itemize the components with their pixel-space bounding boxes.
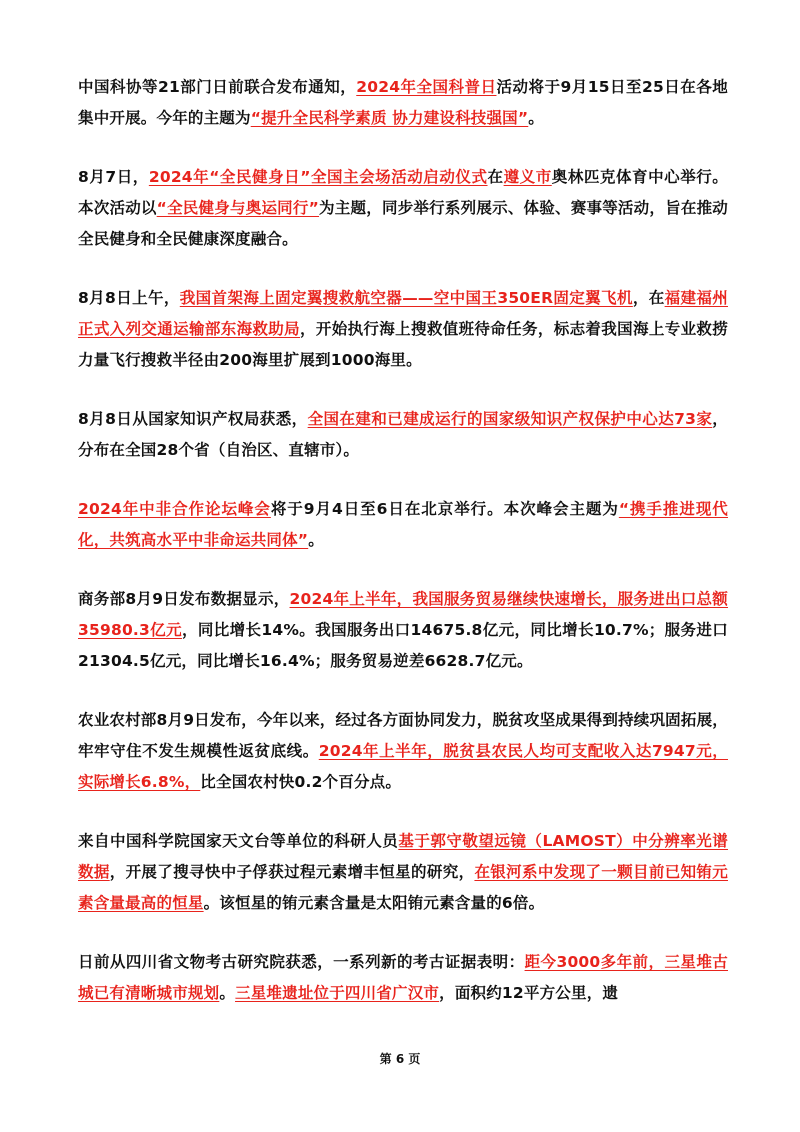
news-paragraph xyxy=(78,947,728,1009)
highlighted-key-phrase: 全国在建和已建成运行的国家级知识产权保护中心达73家 xyxy=(307,410,713,428)
news-paragraph xyxy=(78,404,728,466)
paragraph-text: 日前从四川省文物考古研究院获悉，一系列新的考古证据表明： xyxy=(78,953,525,971)
highlighted-key-phrase: “全民健身与奥运同行” xyxy=(156,199,320,217)
news-paragraph xyxy=(78,72,728,134)
highlighted-key-phrase: 福建福州正式入列交通运输部东海救助局 xyxy=(78,289,728,338)
document-body xyxy=(78,72,728,1037)
paragraph-text: 。 xyxy=(219,984,236,1002)
paragraph-text: ，开始执行海上搜救值班待命任务，标志着我国海上专业救捞力量飞行搜救半径由200海里扩展到1000海里。 xyxy=(78,320,728,369)
paragraph-text: 8月8日从国家知识产权局获悉， xyxy=(78,410,308,428)
paragraph-text: ，在 xyxy=(632,289,665,307)
paragraph-text: 在 xyxy=(487,168,504,186)
paragraph-text: 商务部8月9日发布数据显示， xyxy=(78,590,290,608)
highlighted-key-phrase: “提升全民科学素质 协力建设科技强国” xyxy=(250,109,529,127)
paragraph-text: 。 xyxy=(308,531,324,549)
paragraph-text: ，同比增长14%。我国服务出口14675.8亿元，同比增长10.7%；服务进口21304.5亿元，同比增长16.4%；服务贸易逆差6628.7亿元。 xyxy=(78,621,728,670)
paragraph-text: 。 xyxy=(528,109,544,127)
highlighted-key-phrase: 三星堆遗址位于四川省广汉市 xyxy=(235,984,440,1002)
highlighted-key-phrase: 基于郭守敬望远镜（LAMOST）中分辨率光谱数据 xyxy=(78,832,728,881)
highlighted-key-phrase: 2024年上半年，脱贫县农民人均可支配收入达7947元，实际增长6.8%， xyxy=(78,742,728,791)
news-paragraph xyxy=(78,705,728,798)
paragraph-text: 农业农村部8月9日发布，今年以来，经过各方面协同发力，脱贫攻坚成果得到持续巩固拓展，牢牢守住不发生规模性返贫底线。 xyxy=(78,711,728,760)
paragraph-text: 。该恒星的铕元素含量是太阳铕元素含量的6倍。 xyxy=(203,894,545,912)
page-number: 第 6 页 xyxy=(379,1052,421,1066)
highlighted-key-phrase: 我国首架海上固定翼搜救航空器——空中国王350ER固定翼飞机 xyxy=(179,289,633,307)
highlighted-key-phrase: 2024年“全民健身日”全国主会场活动启动仪式 xyxy=(148,168,488,186)
paragraph-text: 8月8日上午， xyxy=(78,289,180,307)
paragraph-text: ，开展了搜寻快中子俘获过程元素增丰恒星的研究， xyxy=(109,863,475,881)
highlighted-key-phrase: 2024年全国科普日 xyxy=(356,78,497,96)
paragraph-text: 比全国农村快0.2个百分点。 xyxy=(200,773,402,791)
paragraph-text: ，面积约12平方公里，遗 xyxy=(439,984,619,1002)
paragraph-text: 为主题，同步举行系列展示、体验、赛事等活动，旨在推动全民健身和全民健康深度融合。 xyxy=(78,199,728,248)
paragraph-text: ，分布在全国28个省（自治区、直辖市）。 xyxy=(78,410,728,459)
paragraph-text: 奥林匹克体育中心举行。本次活动以 xyxy=(78,168,729,217)
highlighted-key-phrase: 2024年上半年，我国服务贸易继续快速增长，服务进出口总额35980.3亿元 xyxy=(78,590,728,639)
news-paragraph xyxy=(78,826,728,919)
news-paragraph xyxy=(78,494,728,556)
paragraph-text: 将于9月4日至6日在北京举行。本次峰会主题为 xyxy=(270,500,619,518)
highlighted-key-phrase: “携手推进现代化，共筑高水平中非命运共同体” xyxy=(78,500,728,549)
highlighted-key-phrase: 遵义市 xyxy=(503,168,552,186)
paragraph-text: 来自中国科学院国家天文台等单位的科研人员 xyxy=(78,832,399,850)
highlighted-key-phrase: 2024年中非合作论坛峰会 xyxy=(78,500,271,518)
highlighted-key-phrase: 距今3000多年前，三星堆古城已有清晰城市规划 xyxy=(78,953,728,1002)
news-paragraph xyxy=(78,283,728,376)
news-paragraph xyxy=(78,162,728,255)
paragraph-text: 8月7日， xyxy=(78,168,149,186)
paragraph-text: 活动将于9月15日至25日在各地集中开展。今年的主题为 xyxy=(78,78,728,127)
news-paragraph xyxy=(78,584,728,677)
paragraph-text: 中国科协等21部门日前联合发布通知， xyxy=(78,78,357,96)
highlighted-key-phrase: 在银河系中发现了一颗目前已知铕元素含量最高的恒星 xyxy=(78,863,728,912)
